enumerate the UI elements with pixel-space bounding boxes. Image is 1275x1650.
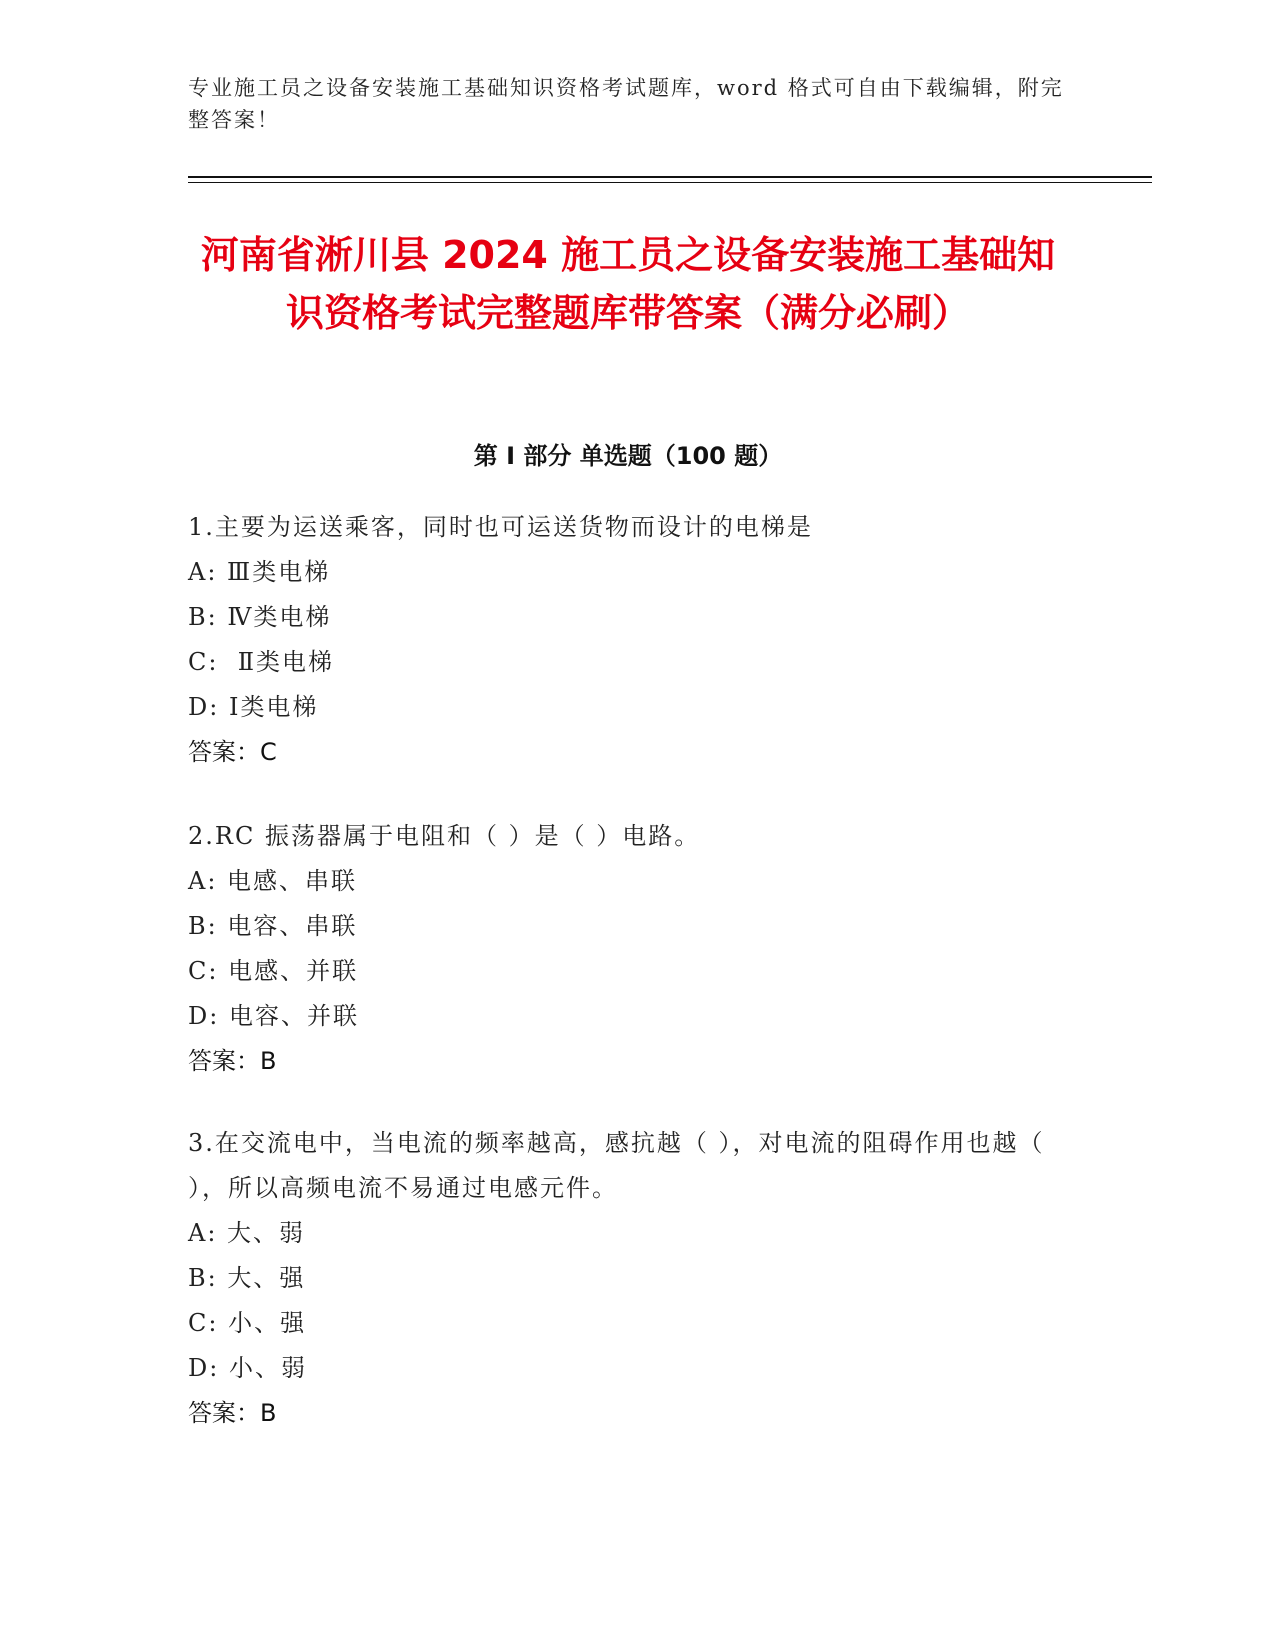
header-divider-thin xyxy=(188,182,1152,183)
question-text: 2.RC 振荡器属于电阻和（ ）是（ ）电路。 xyxy=(188,822,701,850)
question-1 xyxy=(188,505,1088,775)
option-d: D: 小、弱 xyxy=(188,1354,307,1382)
section-title: 第 I 部分 单选题（100 题） xyxy=(473,442,783,470)
option-d: D: Ⅰ类电梯 xyxy=(188,693,319,721)
option-b: B: 大、强 xyxy=(188,1264,306,1292)
question-text: 3.在交流电中，当电流的频率越高，感抗越（ ），对电流的阻碍作用也越（ ），所以高频电流不易通过电感元件。 xyxy=(188,1129,1045,1202)
question-3 xyxy=(188,1121,1088,1436)
question-text: 1.主要为运送乘客，同时也可运送货物而设计的电梯是 xyxy=(188,513,813,541)
answer: 答案：B xyxy=(188,1399,277,1427)
option-a: A: 电感、串联 xyxy=(188,867,358,895)
option-a: A: 大、弱 xyxy=(188,1219,306,1247)
document-title: 河南省淅川县 2024 施工员之设备安装施工基础知识资格考试完整题库带答案（满分必刷） xyxy=(200,233,1056,335)
option-b: B: 电容、串联 xyxy=(188,912,358,940)
option-d: D: 电容、并联 xyxy=(188,1002,359,1030)
option-c: C: 电感、并联 xyxy=(188,957,359,985)
answer: 答案：C xyxy=(188,738,277,766)
answer: 答案：B xyxy=(188,1047,277,1075)
header-divider-thick xyxy=(188,176,1152,178)
header-note: 专业施工员之设备安装施工基础知识资格考试题库，word 格式可自由下载编辑，附完整答案！ xyxy=(188,76,1064,132)
option-c: C: Ⅱ类电梯 xyxy=(188,648,335,676)
option-a: A: Ⅲ类电梯 xyxy=(188,558,331,586)
option-c: C: 小、强 xyxy=(188,1309,307,1337)
option-b: B: Ⅳ类电梯 xyxy=(188,603,332,631)
question-2 xyxy=(188,814,1088,1084)
